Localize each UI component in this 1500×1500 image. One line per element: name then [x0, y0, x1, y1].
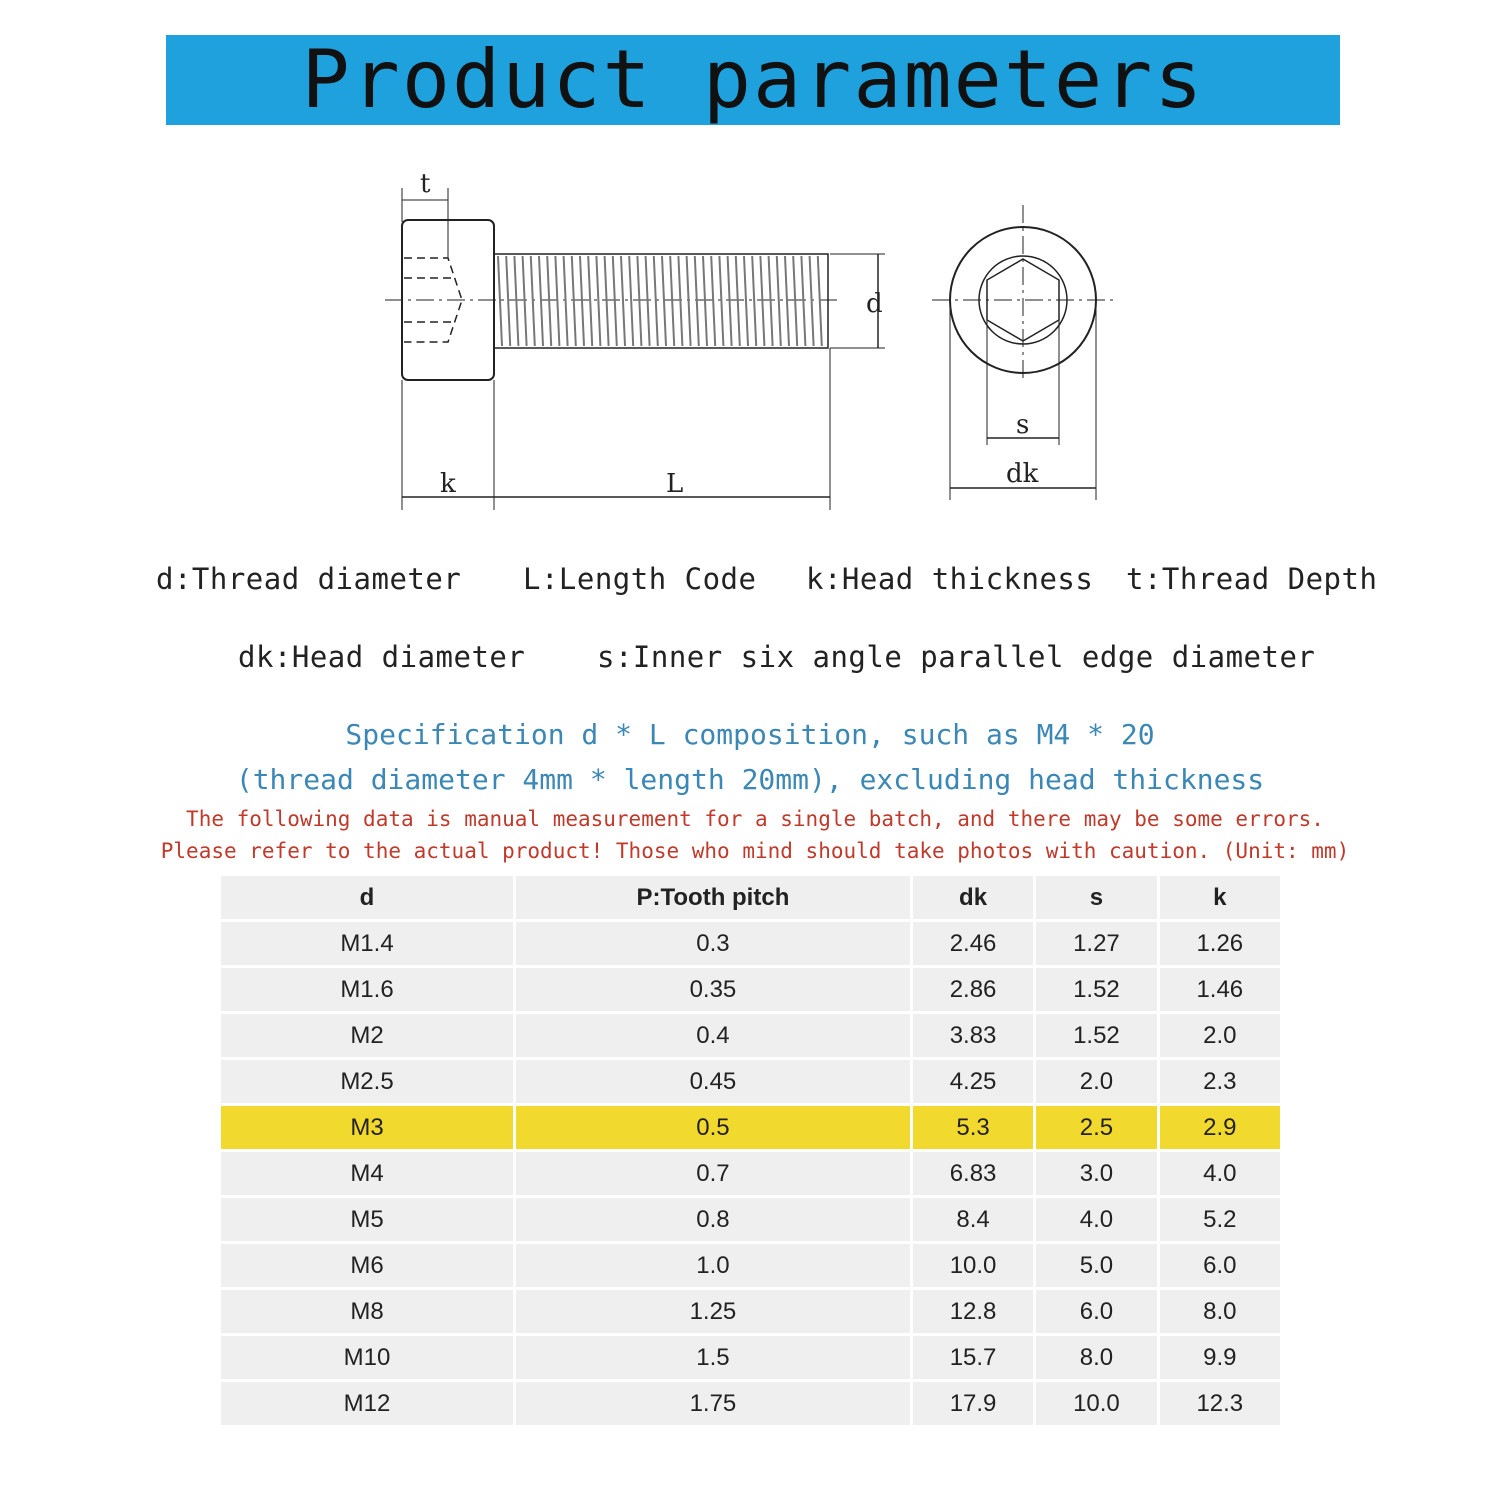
thread-line: [588, 256, 592, 346]
table-cell: 2.9: [1160, 1106, 1280, 1149]
thread-line: [629, 256, 633, 346]
table-row: [221, 1336, 1280, 1379]
thread-line: [801, 256, 805, 346]
legend-k: k:Head thickness: [806, 562, 1094, 596]
thread-line: [744, 256, 748, 346]
label-t: t: [420, 169, 431, 199]
table-cell: 0.35: [516, 968, 910, 1011]
table-cell: 2.46: [913, 922, 1033, 965]
table-cell: 2.3: [1160, 1060, 1280, 1103]
table-cell: 1.25: [516, 1290, 910, 1333]
column-header: k: [1160, 876, 1280, 919]
table-cell: 1.52: [1036, 1014, 1156, 1057]
table-cell: 8.0: [1160, 1290, 1280, 1333]
thread-line: [506, 256, 510, 346]
thread-line: [547, 256, 551, 346]
legend-d: d:Thread diameter: [156, 562, 462, 596]
table-cell: M10: [221, 1336, 513, 1379]
table-cell: 0.45: [516, 1060, 910, 1103]
table-cell: 9.9: [1160, 1336, 1280, 1379]
table-cell: 3.83: [913, 1014, 1033, 1057]
thread-line: [555, 256, 559, 346]
thread-line: [687, 256, 691, 346]
column-header: dk: [913, 876, 1033, 919]
thread-line: [596, 256, 600, 346]
label-s: s: [1016, 410, 1030, 440]
table-cell: 1.26: [1160, 922, 1280, 965]
spec-line-1: Specification d * L composition, such as M4 * 20: [345, 718, 1155, 751]
table-row: [221, 1244, 1280, 1287]
table-cell: 15.7: [913, 1336, 1033, 1379]
thread-line: [605, 256, 609, 346]
table-cell: M6: [221, 1244, 513, 1287]
label-L: L: [666, 469, 684, 499]
thread-line: [678, 256, 682, 346]
table-cell: 1.0: [516, 1244, 910, 1287]
thread-line: [736, 256, 740, 346]
screw-diagram: [0, 160, 1500, 530]
table-cell: 10.0: [913, 1244, 1033, 1287]
thread-line: [572, 256, 576, 346]
thread-line: [498, 256, 502, 346]
thread-line: [719, 256, 723, 346]
table-cell: 6.83: [913, 1152, 1033, 1195]
table-cell: 1.27: [1036, 922, 1156, 965]
thread-line: [711, 256, 715, 346]
table-cell: 6.0: [1160, 1244, 1280, 1287]
table-cell: M12: [221, 1382, 513, 1425]
thread-line: [523, 256, 527, 346]
table-cell: 10.0: [1036, 1382, 1156, 1425]
thread-line: [769, 256, 773, 346]
table-row: [221, 1060, 1280, 1103]
thread-line: [695, 256, 699, 346]
thread-line: [621, 256, 625, 346]
table-cell: 1.75: [516, 1382, 910, 1425]
table-cell: 12.8: [913, 1290, 1033, 1333]
thread-line: [777, 256, 781, 346]
table-cell: 1.46: [1160, 968, 1280, 1011]
label-dk: dk: [1006, 459, 1039, 489]
column-header: s: [1036, 876, 1156, 919]
table-cell: 0.4: [516, 1014, 910, 1057]
thread-line: [514, 256, 518, 346]
table-cell: 8.0: [1036, 1336, 1156, 1379]
table-row: [221, 1106, 1280, 1149]
page-title: Product parameters: [301, 33, 1205, 126]
table-cell: 4.0: [1036, 1198, 1156, 1241]
thread-line: [760, 256, 764, 346]
table-cell: 12.3: [1160, 1382, 1280, 1425]
table-cell: 0.5: [516, 1106, 910, 1149]
table-cell: M8: [221, 1290, 513, 1333]
table-row: [221, 1014, 1280, 1057]
thread-line: [818, 256, 822, 346]
table-cell: M4: [221, 1152, 513, 1195]
thread-line: [785, 256, 789, 346]
table-cell: 5.2: [1160, 1198, 1280, 1241]
table-cell: 2.0: [1036, 1060, 1156, 1103]
table-cell: 0.7: [516, 1152, 910, 1195]
table-cell: M2: [221, 1014, 513, 1057]
thread-line: [564, 256, 568, 346]
table-header-row: [221, 876, 1280, 919]
notice-line-2: Please refer to the actual product! Those who mind should take photos with caution. (Unit: mm): [160, 839, 1350, 863]
table-cell: 8.4: [913, 1198, 1033, 1241]
label-k: k: [440, 469, 456, 499]
legend-L: L:Length Code: [523, 562, 757, 596]
table-row: [221, 968, 1280, 1011]
table-cell: M2.5: [221, 1060, 513, 1103]
thread-lines: [498, 256, 822, 346]
table-cell: 17.9: [913, 1382, 1033, 1425]
parameter-table: [218, 873, 1283, 1428]
table-row: [221, 922, 1280, 965]
notice-line-1: The following data is manual measurement for a single batch, and there may be some errors.: [186, 807, 1324, 831]
thread-line: [637, 256, 641, 346]
table-cell: 2.0: [1160, 1014, 1280, 1057]
table-cell: M1.4: [221, 922, 513, 965]
table-row: [221, 1290, 1280, 1333]
table-cell: 2.5: [1036, 1106, 1156, 1149]
table-cell: 0.3: [516, 922, 910, 965]
thread-line: [654, 256, 658, 346]
table-cell: 2.86: [913, 968, 1033, 1011]
table-cell: M1.6: [221, 968, 513, 1011]
thread-line: [752, 256, 756, 346]
table-row: [221, 1152, 1280, 1195]
thread-line: [531, 256, 535, 346]
thread-line: [670, 256, 674, 346]
legend-dk: dk:Head diameter: [238, 640, 526, 674]
table-row: [221, 1382, 1280, 1425]
table-cell: 4.25: [913, 1060, 1033, 1103]
spec-line-2: (thread diameter 4mm * length 20mm), excluding head thickness: [235, 763, 1265, 796]
thread-line: [580, 256, 584, 346]
thread-line: [810, 256, 814, 346]
table-cell: 4.0: [1160, 1152, 1280, 1195]
table-cell: M5: [221, 1198, 513, 1241]
table-cell: M3: [221, 1106, 513, 1149]
column-header: P:Tooth pitch: [516, 876, 910, 919]
legend-s: s:Inner six angle parallel edge diameter: [597, 640, 1316, 674]
thread-line: [613, 256, 617, 346]
title-banner: [166, 35, 1340, 125]
thread-line: [646, 256, 650, 346]
table-cell: 5.0: [1036, 1244, 1156, 1287]
legend-t: t:Thread Depth: [1126, 562, 1378, 596]
table-cell: 6.0: [1036, 1290, 1156, 1333]
table-cell: 5.3: [913, 1106, 1033, 1149]
table-row: [221, 1198, 1280, 1241]
thread-line: [703, 256, 707, 346]
thread-line: [728, 256, 732, 346]
table-cell: 3.0: [1036, 1152, 1156, 1195]
column-header: d: [221, 876, 513, 919]
thread-line: [539, 256, 543, 346]
table-cell: 1.5: [516, 1336, 910, 1379]
label-d: d: [866, 289, 883, 319]
thread-line: [662, 256, 666, 346]
table-cell: 0.8: [516, 1198, 910, 1241]
thread-line: [793, 256, 797, 346]
table-cell: 1.52: [1036, 968, 1156, 1011]
